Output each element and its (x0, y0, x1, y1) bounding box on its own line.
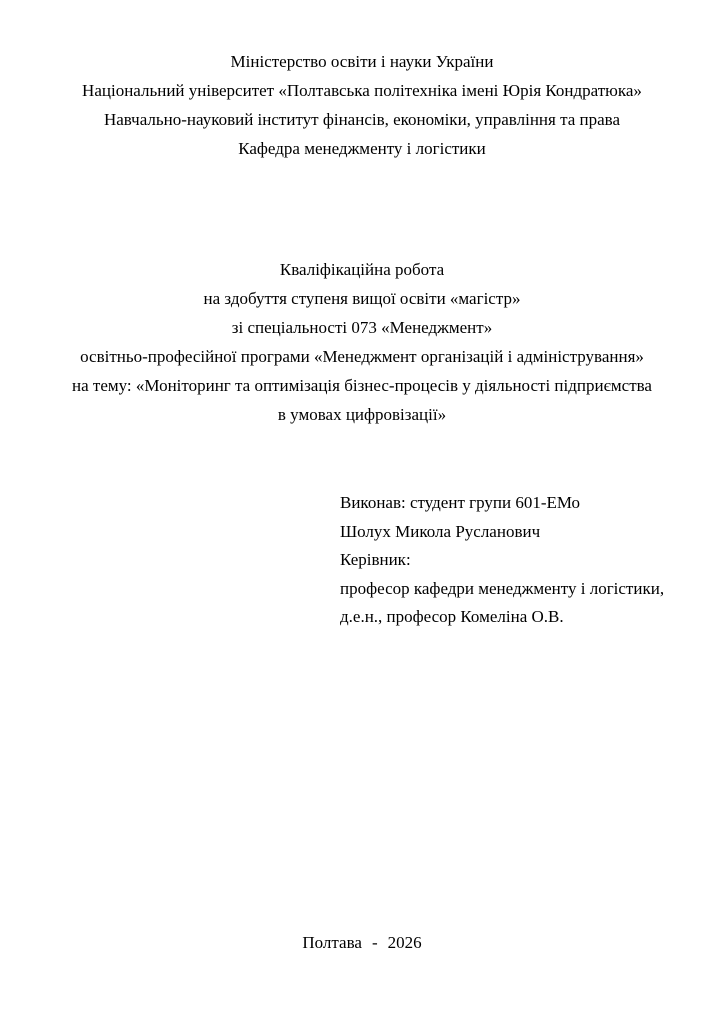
work-type: Кваліфікаційна робота (279, 260, 445, 279)
footer-separator: - (371, 933, 378, 952)
program-line: освітньо-професійної програми «Менеджмент організацій і адміністрування» (80, 347, 644, 366)
topic-line-2: в умовах цифровізації» (277, 405, 447, 424)
degree-line: на здобуття ступеня вищої освіти «магістр» (203, 289, 521, 308)
topic-line-1: на тему: «Моніторинг та оптимізація бізнес-процесів у діяльності підприємства (72, 376, 652, 395)
author-info (340, 489, 710, 632)
supervisor-name: д.е.н., професор Комеліна О.В. (340, 607, 564, 626)
ministry-name: Міністерство освіти і науки України (230, 52, 494, 71)
institution-header (0, 47, 724, 163)
city-year-footer (0, 928, 724, 957)
supervisor-label: Керівник: (340, 550, 411, 569)
performed-by: Виконав: студент групи 601-ЕМо (340, 493, 581, 512)
university-name: Національний університет «Полтавська політехніка імені Юрія Кондратюка» (82, 81, 642, 100)
year: 2026 (387, 933, 422, 952)
department-name: Кафедра менеджменту і логістики (238, 139, 486, 158)
specialty-line: зі спеціальності 073 «Менеджмент» (231, 318, 493, 337)
city-name: Полтава (302, 933, 362, 952)
supervisor-position: професор кафедри менеджменту і логістики, (340, 578, 665, 598)
student-name: Шолух Микола Русланович (340, 521, 541, 541)
thesis-title-block (0, 255, 724, 429)
institute-name: Навчально-науковий інститут фінансів, економіки, управління та права (103, 110, 621, 129)
